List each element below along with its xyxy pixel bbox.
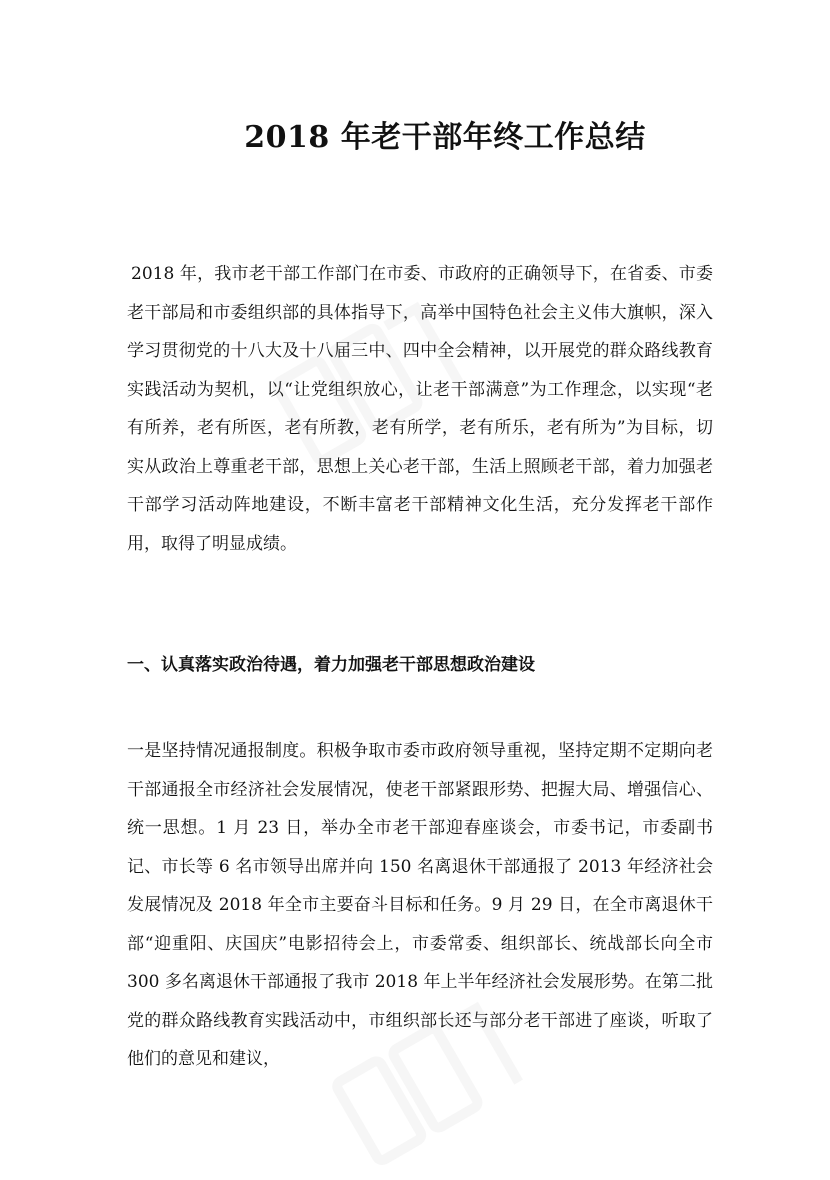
intro-paragraph: 2018 年，我市老干部工作部门在市委、市政府的正确领导下，在省委、市委老干部局和市委组织部的具体指导下，高举中国特色社会主义伟大旗帜，深入学习贯彻党的十八大及十八届三中、四中全会精神，以开展党的群众路线教育实践活动为契机，以“让党组织放心，让老干部满意”为工作理念，以实现“老有所养，老有所医，老有所教，老有所学，老有所乐，老有所为”为目标，切实从政治上尊重老干部，思想上关心老干部，生活上照顾老干部，着力加强老干部学习活动阵地建设，不断丰富老干部精神文化生活，充分发挥老干部作用，取得了明显成绩。	[127, 264, 713, 554]
section-body-paragraph: 一是坚持情况通报制度。积极争取市委市政府领导重视，坚持定期不定期向老干部通报全市经济社会发展情况，使老干部紧跟形势、把握大局、增强信心、统一思想。1 月 23 日，举办全市老干部迎春座谈会，市委书记，市委副书记、市长等 6 名市领导出席并向 150 名离退休干部通报了 2013 年经济社会发展情况及 2018 年全市主要奋斗目标和任务。9 月 29 日，在全市离退休干部“迎重阳、庆国庆”电影招待会上，市委常委、组织部长、统战部长向全市 300 多名离退休干部通报了我市 2018 年上半年经济社会发展形势。在第二批党的群众路线教育实践活动中，市组织部长还与部分老干部进了座谈，听取了他们的意见和建议，	[127, 741, 713, 1069]
section-heading: 一、认真落实政治待遇，着力加强老干部思想政治建设	[127, 655, 535, 675]
document-title: 2018 年老干部年终工作总结	[244, 120, 646, 155]
